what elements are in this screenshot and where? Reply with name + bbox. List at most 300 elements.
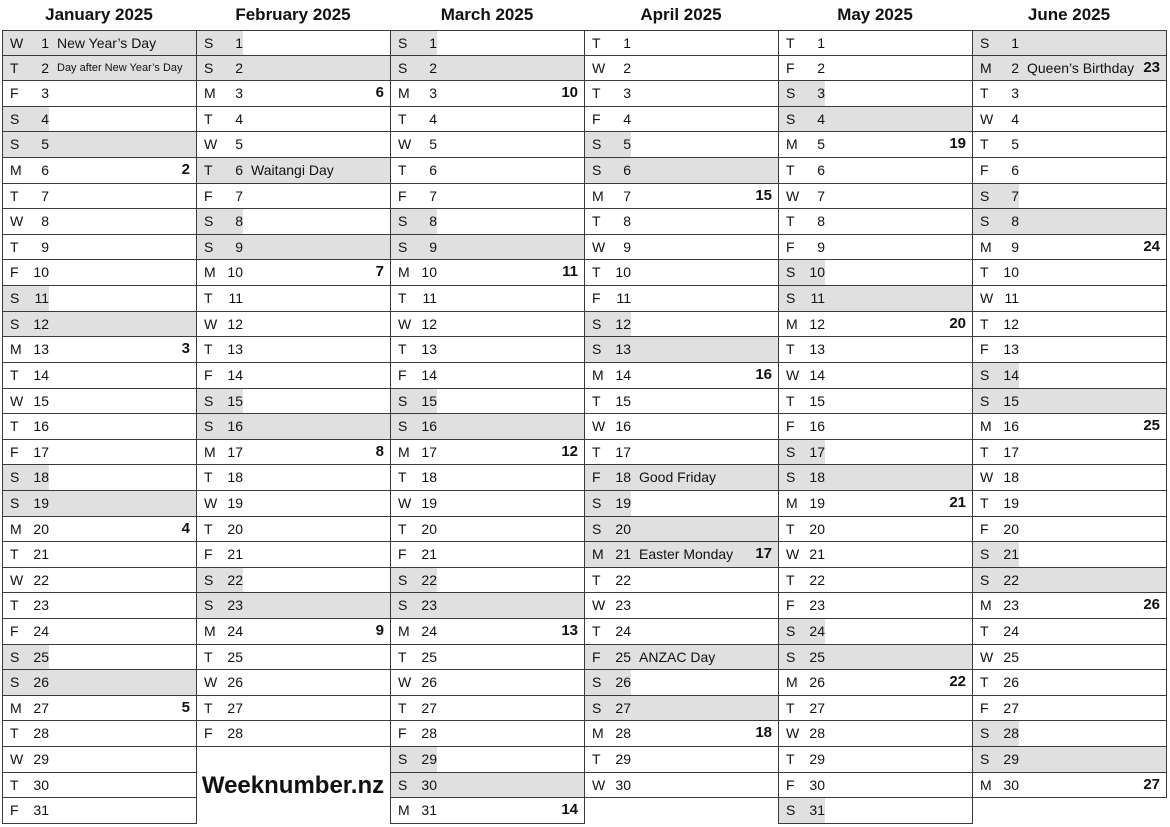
day-number: 3 [41,85,49,102]
day-letter: M [398,623,410,640]
day-letter: W [980,110,994,127]
day-letter: M [204,264,216,281]
day-number: 23 [227,597,243,614]
day-row-april-10 [584,260,779,286]
day-number: 7 [817,187,825,204]
day-row-march-20 [390,517,585,543]
day-letter: W [204,494,218,511]
day-letter: T [204,699,213,716]
day-row-april-8 [584,209,779,235]
day-number: 27 [33,699,49,716]
day-row-may-20 [778,517,973,543]
day-row-june-10 [972,260,1167,286]
day-row-january-18 [2,465,197,491]
day-number: 27 [227,699,243,716]
day-row-march-27 [390,696,585,722]
day-letter: T [592,392,601,409]
day-number: 8 [235,213,243,230]
day-number: 29 [33,751,49,768]
day-letter: S [786,623,796,640]
day-number: 9 [429,238,437,255]
day-letter: M [980,597,992,614]
day-number: 13 [421,341,437,358]
day-number: 29 [809,751,825,768]
week-number: 24 [1143,237,1160,255]
week-number: 19 [949,135,966,153]
day-number: 2 [41,59,49,76]
day-number: 9 [817,238,825,255]
day-number: 15 [33,392,49,409]
day-number: 26 [227,674,243,691]
day-letter: F [398,725,407,742]
day-row-april-19 [584,491,779,517]
day-letter: W [980,648,994,665]
day-row-february-1 [196,30,391,56]
day-row-june-3 [972,81,1167,107]
day-number: 23 [615,597,631,614]
day-number: 1 [41,35,49,51]
day-number: 12 [1003,315,1019,332]
day-row-march-21 [390,542,585,568]
day-letter: F [786,418,795,435]
day-number: 5 [235,136,243,153]
day-row-june-4 [972,107,1167,133]
day-number: 16 [33,418,49,435]
week-number: 4 [181,519,190,537]
day-row-march-30 [390,773,585,799]
day-number: 11 [810,290,825,307]
day-row-february-22 [196,568,391,594]
day-letter: M [204,85,216,102]
day-number: 24 [33,623,49,640]
day-row-january-29 [2,747,197,773]
day-number: 10 [615,264,631,281]
day-letter: W [592,418,606,435]
day-row-may-14 [778,363,973,389]
week-number: 8 [375,442,384,460]
day-row-june-21 [972,542,1167,568]
day-row-february-14 [196,363,391,389]
day-number: 29 [1003,751,1019,768]
day-number: 1 [235,35,243,51]
day-row-june-12 [972,312,1167,338]
day-letter: S [398,392,408,409]
day-number: 15 [1003,392,1019,409]
day-letter: F [10,802,19,819]
day-number: 7 [1011,187,1019,204]
day-letter: S [204,571,214,588]
day-letter: S [398,35,408,51]
day-number: 18 [809,469,825,486]
day-letter: T [786,162,795,179]
week-number: 10 [561,84,578,102]
day-number: 8 [623,213,631,230]
day-letter: M [980,59,992,76]
day-row-april-16 [584,414,779,440]
day-letter: F [398,366,407,383]
day-letter: T [10,366,19,383]
day-letter: M [980,418,992,435]
day-letter: T [592,623,601,640]
site-logo: Weeknumber.nz [201,772,385,799]
day-row-february-26 [196,670,391,696]
day-number: 21 [1003,546,1019,563]
day-letter: T [592,35,601,51]
day-number: 16 [421,418,437,435]
day-letter: W [204,674,218,691]
day-number: 7 [623,187,631,204]
day-number: 30 [1003,776,1019,793]
day-number: 27 [1003,699,1019,716]
day-row-march-3 [390,81,585,107]
day-number: 12 [421,315,437,332]
day-number: 9 [41,238,49,255]
day-row-january-27 [2,696,197,722]
day-row-february-21 [196,542,391,568]
day-number: 13 [227,341,243,358]
day-row-june-16 [972,414,1167,440]
day-row-february-4 [196,107,391,133]
day-number: 25 [421,648,437,665]
day-row-june-22 [972,568,1167,594]
day-letter: S [10,290,20,307]
day-row-june-28 [972,721,1167,747]
day-letter: W [10,571,24,588]
day-letter: F [592,110,601,127]
day-number: 17 [1003,443,1019,460]
day-letter: T [980,264,989,281]
month-title-february: February 2025 [235,5,351,24]
day-row-march-15 [390,389,585,415]
day-row-march-24 [390,619,585,645]
day-row-march-18 [390,465,585,491]
day-row-january-5 [2,132,197,158]
day-number: 11 [616,290,631,307]
day-row-april-4 [584,107,779,133]
month-title-june: June 2025 [1027,5,1111,24]
day-row-april-9 [584,235,779,261]
day-number: 11 [422,290,437,307]
day-row-june-9 [972,235,1167,261]
day-letter: S [398,59,408,76]
week-number: 5 [181,698,190,716]
week-number: 15 [755,186,772,204]
day-number: 29 [421,751,437,768]
day-number: 5 [1011,136,1019,153]
day-row-june-14 [972,363,1167,389]
day-letter: W [786,725,800,742]
day-number: 14 [615,366,631,383]
day-letter: S [980,751,990,768]
day-number: 19 [615,494,631,511]
day-row-february-24 [196,619,391,645]
day-letter: S [204,597,214,614]
day-letter: W [980,290,994,307]
day-row-may-9 [778,235,973,261]
day-letter: T [980,443,989,460]
week-number: 23 [1143,58,1160,76]
day-row-february-10 [196,260,391,286]
day-number: 31 [33,802,49,819]
day-number: 22 [227,571,243,588]
day-number: 2 [235,59,243,76]
holiday-label: Day after New Year’s Day [57,61,183,74]
day-letter: F [10,264,19,281]
day-letter: S [592,699,602,716]
day-row-january-12 [2,312,197,338]
day-number: 30 [33,776,49,793]
day-number: 17 [809,443,825,460]
day-letter: M [786,674,798,691]
day-number: 4 [429,110,437,127]
day-row-january-13 [2,337,197,363]
day-row-may-8 [778,209,973,235]
day-row-april-29 [584,747,779,773]
day-number: 20 [33,520,49,537]
day-number: 6 [623,162,631,179]
day-row-may-11 [778,286,973,312]
day-number: 22 [809,571,825,588]
day-letter: T [592,213,601,230]
day-number: 16 [227,418,243,435]
day-number: 7 [235,187,243,204]
day-row-january-16 [2,414,197,440]
day-row-june-6 [972,158,1167,184]
week-number: 3 [181,340,190,358]
day-letter: S [592,341,602,358]
day-letter: W [592,238,606,255]
day-row-may-25 [778,645,973,671]
day-number: 23 [809,597,825,614]
day-number: 2 [817,59,825,76]
day-letter: W [398,494,412,511]
day-letter: F [10,85,19,102]
day-row-march-6 [390,158,585,184]
day-row-february-3 [196,81,391,107]
day-row-june-20 [972,517,1167,543]
day-number: 22 [421,571,437,588]
day-row-april-6 [584,158,779,184]
day-row-march-26 [390,670,585,696]
day-row-january-28 [2,721,197,747]
day-letter: M [398,264,410,281]
day-row-january-4 [2,107,197,133]
day-row-may-21 [778,542,973,568]
day-letter: T [980,623,989,640]
day-letter: T [204,648,213,665]
day-number: 30 [421,776,437,793]
day-number: 7 [429,187,437,204]
holiday-label: Queen’s Birthday [1027,59,1135,76]
holiday-label: Easter Monday [639,546,734,563]
day-number: 5 [817,136,825,153]
day-number: 6 [41,162,49,179]
day-number: 21 [615,546,631,563]
day-letter: S [204,59,214,76]
day-letter: M [592,366,604,383]
day-letter: W [592,776,606,793]
day-number: 28 [1003,725,1019,742]
day-letter: T [786,571,795,588]
day-number: 17 [33,443,49,460]
day-letter: F [786,776,795,793]
day-letter: W [204,136,218,153]
day-letter: S [786,264,796,281]
day-letter: W [980,469,994,486]
day-letter: S [398,213,408,230]
day-number: 4 [235,110,243,127]
day-number: 4 [623,110,631,127]
day-row-february-27 [196,696,391,722]
day-row-may-30 [778,773,973,799]
day-row-june-2 [972,56,1167,82]
day-letter: S [980,546,990,563]
day-letter: F [980,520,989,537]
day-letter: M [592,546,604,563]
day-number: 14 [227,366,243,383]
day-letter: F [204,725,213,742]
day-number: 26 [421,674,437,691]
day-number: 6 [817,162,825,179]
day-number: 29 [615,751,631,768]
day-row-april-13 [584,337,779,363]
day-letter: S [592,674,602,691]
day-number: 19 [421,494,437,511]
day-number: 2 [623,59,631,76]
day-letter: T [204,341,213,358]
day-letter: S [786,110,796,127]
day-row-may-4 [778,107,973,133]
day-letter: F [980,699,989,716]
day-row-march-7 [390,184,585,210]
day-letter: M [10,699,22,716]
day-number: 17 [227,443,243,460]
day-row-february-23 [196,593,391,619]
day-number: 18 [615,469,631,486]
day-number: 28 [809,725,825,742]
day-letter: S [786,290,796,307]
day-number: 1 [623,35,631,51]
week-number: 2 [181,161,190,179]
day-letter: F [204,187,213,204]
day-number: 25 [809,648,825,665]
day-number: 21 [33,546,49,563]
day-row-january-3 [2,81,197,107]
day-number: 8 [1011,213,1019,230]
day-number: 25 [227,648,243,665]
day-number: 25 [33,648,49,665]
day-row-january-26 [2,670,197,696]
day-letter: T [786,520,795,537]
month-column-february [196,30,391,747]
day-letter: S [204,35,214,51]
day-row-april-22 [584,568,779,594]
day-row-june-17 [972,440,1167,466]
day-number: 8 [429,213,437,230]
day-letter: T [204,469,213,486]
day-letter: T [980,85,989,102]
week-number: 12 [561,442,578,460]
day-number: 15 [421,392,437,409]
day-letter: T [398,162,407,179]
day-row-april-5 [584,132,779,158]
day-letter: T [10,238,19,255]
day-row-february-20 [196,517,391,543]
month-column-june [972,30,1167,798]
day-number: 18 [33,469,49,486]
day-letter: F [592,469,601,486]
day-number: 10 [33,264,49,281]
day-letter: F [980,341,989,358]
day-number: 12 [809,315,825,332]
day-letter: T [398,520,407,537]
day-number: 24 [809,623,825,640]
day-number: 8 [817,213,825,230]
day-row-april-18 [584,465,779,491]
month-column-january [2,30,197,824]
holiday-label: Good Friday [639,469,717,486]
day-row-february-18 [196,465,391,491]
day-number: 23 [33,597,49,614]
day-row-february-17 [196,440,391,466]
day-letter: M [10,162,22,179]
day-row-january-14 [2,363,197,389]
day-row-april-11 [584,286,779,312]
day-number: 13 [1003,341,1019,358]
day-row-january-6 [2,158,197,184]
day-letter: T [786,213,795,230]
day-letter: M [786,494,798,511]
day-number: 18 [1003,469,1019,486]
day-letter: M [592,725,604,742]
day-number: 30 [809,776,825,793]
day-letter: W [786,366,800,383]
day-row-february-5 [196,132,391,158]
day-number: 21 [421,546,437,563]
day-number: 28 [33,725,49,742]
week-number: 27 [1143,775,1160,793]
day-letter: W [398,315,412,332]
day-row-may-17 [778,440,973,466]
day-row-april-24 [584,619,779,645]
day-letter: S [980,187,990,204]
day-row-march-22 [390,568,585,594]
day-row-june-13 [972,337,1167,363]
day-row-february-12 [196,312,391,338]
day-row-march-11 [390,286,585,312]
day-letter: M [10,520,22,537]
day-row-april-21 [584,542,779,568]
day-number: 23 [1003,597,1019,614]
day-letter: T [980,136,989,153]
day-row-may-1 [778,30,973,56]
day-row-february-16 [196,414,391,440]
day-letter: W [10,213,24,230]
day-row-may-26 [778,670,973,696]
day-row-may-10 [778,260,973,286]
day-letter: F [786,238,795,255]
day-row-january-20 [2,517,197,543]
week-number: 14 [561,801,578,819]
day-letter: S [980,213,990,230]
day-row-may-6 [778,158,973,184]
day-row-may-7 [778,184,973,210]
day-row-january-21 [2,542,197,568]
day-row-may-16 [778,414,973,440]
day-row-may-29 [778,747,973,773]
day-number: 12 [33,315,49,332]
day-number: 16 [809,418,825,435]
